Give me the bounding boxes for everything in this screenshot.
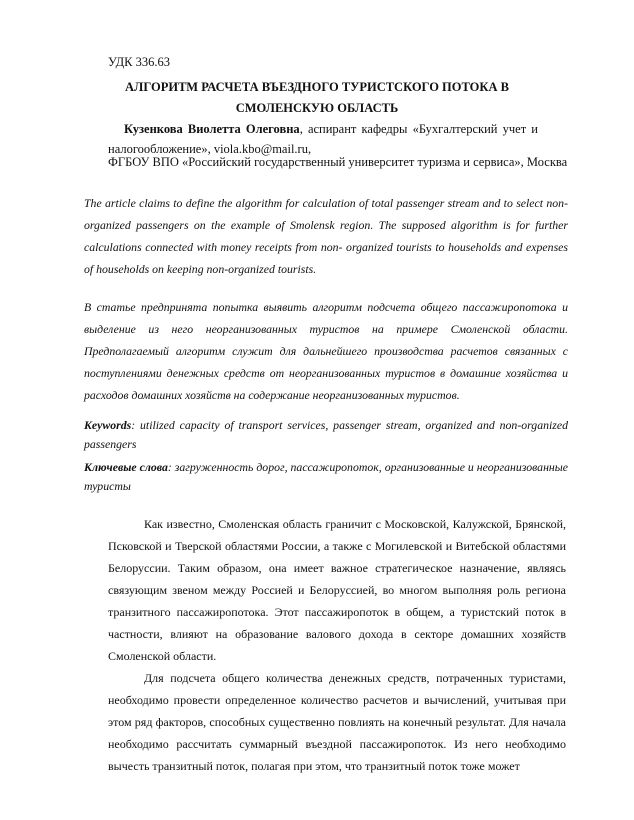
keywords-ru-text: : загруженность дорог, пассажиропоток, организованные и неорганизованные туристы xyxy=(84,460,569,493)
body-paragraph: Для подсчета общего количества денежных средств, потраченных туристами, необходимо провести определенное количество расчетов и вычислений, учитывая при этом ряд факторов, способных существенно повлиять на конечный результат. Для начала необходимо рассчитать суммарный въездной пассажиропоток. Из него необходимо вычесть транзитный поток, полагая при этом, что транзитный поток тоже может xyxy=(108,671,566,773)
abstract-english: The article claims to define the algorithm for calculation of total passenger stream and to select non-organized passengers on the example of Smolensk region. The supposed algorithm is for further calculations connected with money receipts from non- organized tourists to households and expenses of households on keeping non-organized tourists. xyxy=(84,196,568,276)
keywords-english xyxy=(84,416,568,454)
title-line-2: СМОЛЕНСКУЮ ОБЛАСТЬ xyxy=(235,101,399,115)
udc-code: УДК 336.63 xyxy=(108,55,170,69)
author-affiliation: ФГБОУ ВПО «Российский государственный университет туризма и сервиса», Москва xyxy=(108,155,568,169)
keywords-en-text: : utilized capacity of transport services, passenger stream, organized and non-organized passengers xyxy=(84,418,568,451)
abstract-russian: В статье предпринята попытка выявить алгоритм подсчета общего пассажиропотока и выделение из него неорганизованных туристов на примере Смоленской области. Предполагаемый алгоритм служит для дальнейшего производства расчетов связанных с поступлениями денежных средств от неорганизованных туристов в домашние хозяйства и расходов домашних хозяйств на содержание неорганизованных туристов. xyxy=(84,300,568,402)
keywords-en-label: Keywords xyxy=(84,418,132,432)
author-name: Кузенкова Виолетта Олеговна xyxy=(124,122,300,136)
keywords-russian xyxy=(84,458,568,496)
title-line-1: АЛГОРИТМ РАСЧЕТА ВЪЕЗДНОГО ТУРИСТСКОГО ПОТОКА В xyxy=(125,80,509,94)
body-text xyxy=(108,513,566,777)
body-paragraph: Как известно, Смоленская область граничит с Московской, Калужской, Брянской, Псковской и Тверской областями России, а также с Могилевской и Витебской областями Белоруссии. Таким образом, она имеет важное стратегическое назначение, являясь связующим звеном между Россией и Белоруссией, во многом выполняя роль региона транзитного пассажиропотока. Этот пассажиропоток в общем, а туристский поток в частности, влияют на образование валового дохода в секторе домашних хозяйств Смоленской области. xyxy=(108,517,566,663)
keywords-ru-label: Ключевые слова xyxy=(84,460,168,474)
author-info xyxy=(108,119,538,159)
author-description: , аспирант кафедры «Бухгалтерский учет и налогообложение», viola.kbo@mail.ru, xyxy=(108,122,538,156)
article-title xyxy=(96,77,538,119)
